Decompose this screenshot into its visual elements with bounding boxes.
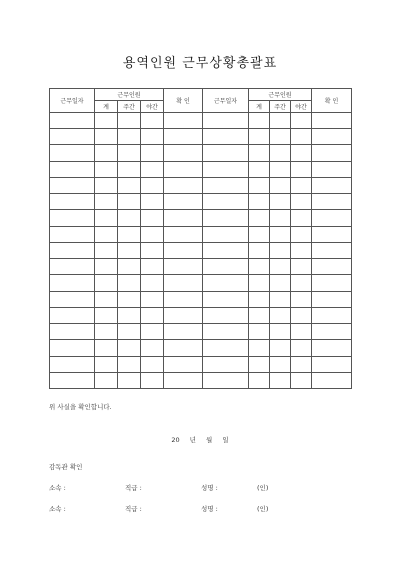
table-cell[interactable] (118, 307, 141, 323)
table-cell[interactable] (95, 129, 118, 145)
table-cell[interactable] (50, 307, 95, 323)
table-cell[interactable] (141, 210, 164, 226)
table-cell[interactable] (50, 356, 95, 372)
table-cell[interactable] (249, 226, 270, 242)
table-cell[interactable] (164, 161, 203, 177)
table-cell[interactable] (249, 194, 270, 210)
table-row (50, 145, 352, 161)
table-cell[interactable] (203, 356, 249, 372)
table-cell[interactable] (270, 113, 291, 129)
table-cell[interactable] (249, 177, 270, 193)
table-row (50, 340, 352, 356)
table-row (50, 210, 352, 226)
table-row (50, 129, 352, 145)
header-night: 야간 (141, 101, 164, 113)
table-cell[interactable] (118, 291, 141, 307)
table-cell[interactable] (118, 145, 141, 161)
table-cell[interactable] (312, 226, 352, 242)
table-cell[interactable] (312, 194, 352, 210)
table-cell[interactable] (312, 145, 352, 161)
table-cell[interactable] (312, 372, 352, 388)
table-row (50, 194, 352, 210)
table-cell[interactable] (95, 242, 118, 258)
table-cell[interactable] (95, 259, 118, 275)
table-cell[interactable] (164, 259, 203, 275)
table-cell[interactable] (164, 210, 203, 226)
table-cell[interactable] (312, 161, 352, 177)
table-cell[interactable] (249, 161, 270, 177)
table-cell[interactable] (312, 340, 352, 356)
table-cell[interactable] (95, 210, 118, 226)
table-cell[interactable] (203, 194, 249, 210)
table-cell[interactable] (141, 324, 164, 340)
table-cell[interactable] (312, 275, 352, 291)
table-cell[interactable] (50, 372, 95, 388)
table-cell[interactable] (50, 242, 95, 258)
table-cell[interactable] (312, 259, 352, 275)
table-cell[interactable] (141, 340, 164, 356)
table-cell[interactable] (291, 356, 312, 372)
header-total: 계 (249, 101, 270, 113)
table-cell[interactable] (50, 194, 95, 210)
table-cell[interactable] (50, 340, 95, 356)
table-cell[interactable] (118, 177, 141, 193)
table-cell[interactable] (50, 177, 95, 193)
table-cell[interactable] (291, 340, 312, 356)
table-cell[interactable] (118, 372, 141, 388)
table-row (50, 324, 352, 340)
table-row (50, 291, 352, 307)
table-cell[interactable] (203, 291, 249, 307)
table-cell[interactable] (118, 194, 141, 210)
header-day: 주간 (270, 101, 291, 113)
table-cell[interactable] (164, 372, 203, 388)
table-cell[interactable] (118, 210, 141, 226)
table-cell[interactable] (249, 259, 270, 275)
table-cell[interactable] (270, 307, 291, 323)
table-cell[interactable] (203, 340, 249, 356)
confirmation-note: 위 사실을 확인합니다. (49, 403, 112, 411)
attendance-summary-table (49, 88, 352, 389)
table-cell[interactable] (95, 324, 118, 340)
header-work-date: 근무일자 (203, 89, 249, 113)
table-cell[interactable] (118, 275, 141, 291)
table-cell[interactable] (203, 145, 249, 161)
table-cell[interactable] (164, 356, 203, 372)
table-cell[interactable] (249, 242, 270, 258)
table-cell[interactable] (164, 129, 203, 145)
seal-mark: (인) (257, 505, 269, 513)
page-title: 용역인원 근무상황총괄표 (122, 56, 278, 71)
header-day: 주간 (118, 101, 141, 113)
header-work-date: 근무일자 (50, 89, 95, 113)
table-cell[interactable] (270, 372, 291, 388)
table-cell[interactable] (291, 242, 312, 258)
table-cell[interactable] (291, 372, 312, 388)
table-cell[interactable] (270, 210, 291, 226)
table-cell[interactable] (203, 372, 249, 388)
table-cell[interactable] (95, 194, 118, 210)
table-cell[interactable] (203, 226, 249, 242)
table-cell[interactable] (249, 340, 270, 356)
table-cell[interactable] (118, 324, 141, 340)
table-cell[interactable] (270, 129, 291, 145)
name-field[interactable]: 성명 : (201, 505, 218, 513)
table-cell[interactable] (50, 291, 95, 307)
table-cell[interactable] (118, 161, 141, 177)
table-cell[interactable] (291, 324, 312, 340)
table-cell[interactable] (118, 242, 141, 258)
table-cell[interactable] (312, 307, 352, 323)
table-cell[interactable] (291, 194, 312, 210)
table-cell[interactable] (50, 259, 95, 275)
affiliation-field[interactable]: 소속 : (49, 484, 66, 492)
table-body (50, 113, 352, 389)
table-cell[interactable] (291, 210, 312, 226)
table-cell[interactable] (270, 145, 291, 161)
table-cell[interactable] (203, 307, 249, 323)
table-cell[interactable] (249, 307, 270, 323)
table-cell[interactable] (95, 113, 118, 129)
table-header-row (50, 89, 352, 101)
table-row (50, 242, 352, 258)
table-cell[interactable] (118, 129, 141, 145)
table-cell[interactable] (291, 291, 312, 307)
table-cell[interactable] (50, 275, 95, 291)
table-cell[interactable] (312, 113, 352, 129)
table-cell[interactable] (164, 340, 203, 356)
table-cell[interactable] (249, 324, 270, 340)
table-cell[interactable] (95, 226, 118, 242)
table-cell[interactable] (141, 226, 164, 242)
table-cell[interactable] (118, 340, 141, 356)
table-cell[interactable] (270, 194, 291, 210)
table-cell[interactable] (249, 275, 270, 291)
table-cell[interactable] (164, 113, 203, 129)
position-field[interactable]: 직급 : (125, 505, 142, 513)
table-cell[interactable] (312, 356, 352, 372)
header-total: 계 (95, 101, 118, 113)
table-cell[interactable] (270, 242, 291, 258)
table-cell[interactable] (141, 129, 164, 145)
header-night: 야간 (291, 101, 312, 113)
affiliation-field[interactable]: 소속 : (49, 505, 66, 513)
table-cell[interactable] (270, 177, 291, 193)
table-cell[interactable] (95, 372, 118, 388)
table-cell[interactable] (291, 161, 312, 177)
table-cell[interactable] (141, 242, 164, 258)
table-cell[interactable] (50, 129, 95, 145)
table-cell[interactable] (164, 145, 203, 161)
supervisor-label: 감독관 확인 (49, 463, 83, 471)
table-cell[interactable] (141, 275, 164, 291)
table-cell[interactable] (118, 356, 141, 372)
table-cell[interactable] (249, 291, 270, 307)
table-row (50, 113, 352, 129)
table-cell[interactable] (203, 177, 249, 193)
table-cell[interactable] (50, 161, 95, 177)
table-cell[interactable] (249, 145, 270, 161)
table-cell[interactable] (164, 177, 203, 193)
table-row (50, 307, 352, 323)
table-cell[interactable] (141, 145, 164, 161)
table-cell[interactable] (291, 129, 312, 145)
table-cell[interactable] (50, 210, 95, 226)
table-cell[interactable] (312, 291, 352, 307)
table-cell[interactable] (141, 356, 164, 372)
table-row (50, 356, 352, 372)
table-cell[interactable] (270, 275, 291, 291)
table-cell[interactable] (141, 113, 164, 129)
table-cell[interactable] (291, 145, 312, 161)
table-cell[interactable] (141, 194, 164, 210)
table-cell[interactable] (270, 226, 291, 242)
table-cell[interactable] (95, 340, 118, 356)
table-row (50, 177, 352, 193)
table-cell[interactable] (95, 177, 118, 193)
table-cell[interactable] (249, 210, 270, 226)
table-cell[interactable] (164, 242, 203, 258)
table-cell[interactable] (312, 324, 352, 340)
table-row (50, 226, 352, 242)
table-cell[interactable] (141, 161, 164, 177)
table-cell[interactable] (164, 194, 203, 210)
name-field[interactable]: 성명 : (201, 484, 218, 492)
table-cell[interactable] (95, 291, 118, 307)
table-cell[interactable] (249, 129, 270, 145)
table-cell[interactable] (312, 210, 352, 226)
table-cell[interactable] (118, 259, 141, 275)
table-cell[interactable] (164, 307, 203, 323)
table-cell[interactable] (312, 129, 352, 145)
table-cell[interactable] (141, 307, 164, 323)
table-cell[interactable] (291, 275, 312, 291)
table-cell[interactable] (203, 259, 249, 275)
table-cell[interactable] (291, 307, 312, 323)
table-cell[interactable] (291, 226, 312, 242)
table-row (50, 161, 352, 177)
table-cell[interactable] (164, 226, 203, 242)
table-row (50, 259, 352, 275)
table-cell[interactable] (270, 356, 291, 372)
table-cell[interactable] (50, 145, 95, 161)
table-cell[interactable] (50, 324, 95, 340)
table-cell[interactable] (95, 275, 118, 291)
table-cell[interactable] (249, 372, 270, 388)
table-cell[interactable] (95, 356, 118, 372)
table-cell[interactable] (270, 324, 291, 340)
table-cell[interactable] (50, 226, 95, 242)
table-cell[interactable] (50, 113, 95, 129)
table-cell[interactable] (141, 291, 164, 307)
table-cell[interactable] (291, 113, 312, 129)
table-row (50, 275, 352, 291)
table-cell[interactable] (141, 259, 164, 275)
table-cell[interactable] (95, 161, 118, 177)
table-cell[interactable] (203, 113, 249, 129)
table-cell[interactable] (270, 161, 291, 177)
table-cell[interactable] (270, 340, 291, 356)
table-cell[interactable] (203, 324, 249, 340)
table-cell[interactable] (203, 242, 249, 258)
table-cell[interactable] (118, 113, 141, 129)
table-cell[interactable] (141, 372, 164, 388)
table-cell[interactable] (270, 291, 291, 307)
header-confirm: 확 인 (164, 89, 203, 113)
table-cell[interactable] (312, 242, 352, 258)
header-personnel: 근무인원 (249, 89, 312, 101)
header-confirm: 확 인 (312, 89, 352, 113)
table-cell[interactable] (95, 307, 118, 323)
header-personnel: 근무인원 (95, 89, 164, 101)
seal-mark: (인) (257, 484, 269, 492)
table-cell[interactable] (312, 177, 352, 193)
table-cell[interactable] (164, 291, 203, 307)
table-cell[interactable] (203, 210, 249, 226)
table-cell[interactable] (118, 226, 141, 242)
table-cell[interactable] (95, 145, 118, 161)
table-cell[interactable] (291, 259, 312, 275)
table-cell[interactable] (249, 356, 270, 372)
table-cell[interactable] (291, 177, 312, 193)
table-cell[interactable] (203, 129, 249, 145)
table-row (50, 372, 352, 388)
table-cell[interactable] (249, 113, 270, 129)
position-field[interactable]: 직급 : (125, 484, 142, 492)
table-cell[interactable] (203, 275, 249, 291)
table-cell[interactable] (164, 275, 203, 291)
table-cell[interactable] (270, 259, 291, 275)
date-line: 20 년 월 일 (171, 436, 229, 444)
table-cell[interactable] (164, 324, 203, 340)
table-cell[interactable] (203, 161, 249, 177)
table-cell[interactable] (141, 177, 164, 193)
